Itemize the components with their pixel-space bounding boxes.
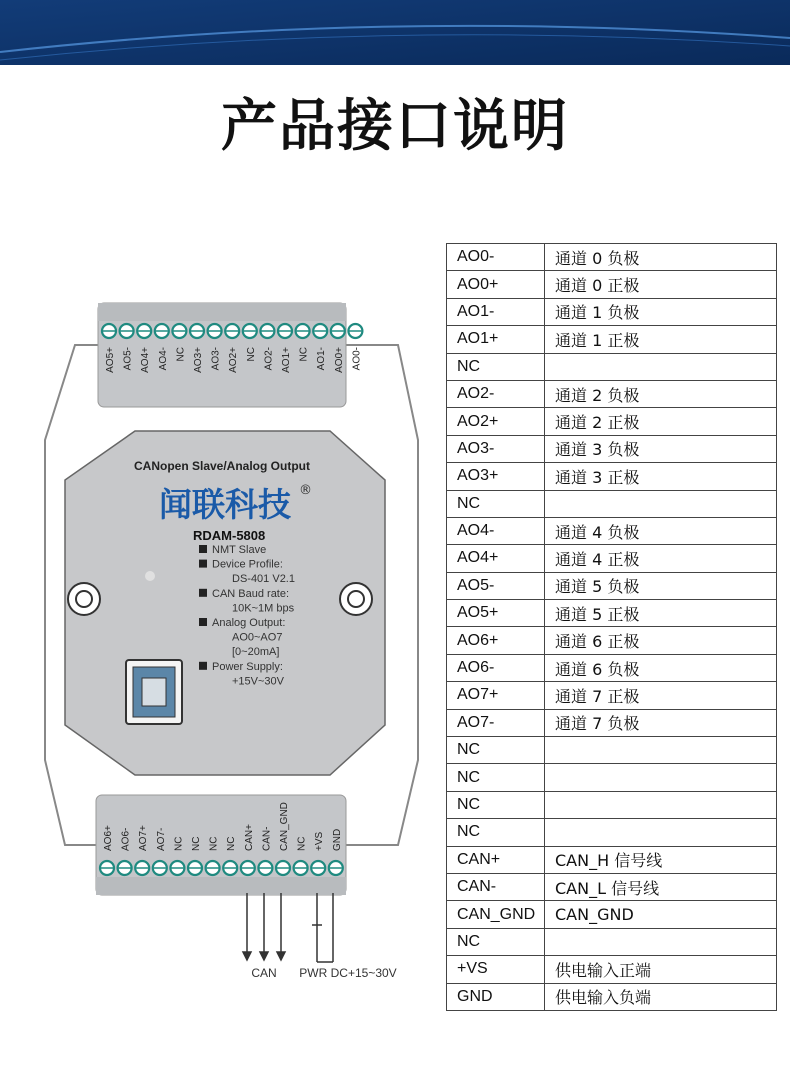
table-row xyxy=(447,572,777,599)
table-row xyxy=(447,435,777,462)
table-row xyxy=(447,463,777,490)
pin-description-cell: 通道 1 负极 xyxy=(545,298,777,325)
pin-description-table xyxy=(446,243,777,1011)
pin-label: AO2+ xyxy=(228,347,240,373)
pin-label: AO6+ xyxy=(103,825,114,851)
spec-text: DS-401 V2.1 xyxy=(232,573,295,586)
pin-description-cell xyxy=(545,928,777,955)
table-row xyxy=(447,353,777,380)
pin-label: NC xyxy=(175,347,187,362)
pin-description-cell xyxy=(545,764,777,791)
model-number: RDAM-5808 xyxy=(193,528,266,543)
pin-name-cell: AO6- xyxy=(447,654,545,681)
pin-description-cell: 通道 4 正极 xyxy=(545,545,777,572)
spec-text: Device Profile: xyxy=(212,558,283,571)
table-row xyxy=(447,545,777,572)
spec-text: [0~20mA] xyxy=(232,646,280,659)
pin-name-cell: AO0+ xyxy=(447,271,545,298)
spec-text: Analog Output: xyxy=(212,617,286,629)
table-row xyxy=(447,627,777,654)
pin-description-cell: 通道 7 负极 xyxy=(545,709,777,736)
pin-name-cell: +VS xyxy=(447,956,545,983)
pin-name-cell: NC xyxy=(447,764,545,791)
pin-label: AO3- xyxy=(210,347,222,371)
pin-name-cell: AO7+ xyxy=(447,682,545,709)
pin-name-cell: NC xyxy=(447,737,545,764)
pin-name-cell: AO4+ xyxy=(447,545,545,572)
pin-description-cell: 通道 5 正极 xyxy=(545,600,777,627)
pin-label: CAN_GND xyxy=(279,802,290,851)
pin-label: AO4- xyxy=(157,347,169,371)
pin-label: CAN+ xyxy=(243,824,255,851)
pin-name-cell: AO4- xyxy=(447,517,545,544)
pin-label: NC xyxy=(298,347,310,362)
pin-name-cell: AO3+ xyxy=(447,463,545,490)
pin-label: AO7+ xyxy=(138,825,150,851)
pin-label: CAN- xyxy=(261,826,273,851)
pin-description-cell: 通道 3 正极 xyxy=(545,463,777,490)
pin-label: GND xyxy=(331,828,343,851)
pin-description-cell: 供电输入正端 xyxy=(545,956,777,983)
pin-label: AO3+ xyxy=(193,347,204,373)
pin-name-cell: NC xyxy=(447,791,545,818)
can-wires xyxy=(243,893,285,960)
spec-text: 10K~1M bps xyxy=(232,602,295,615)
pin-name-cell: NC xyxy=(447,490,545,517)
pin-label: NC xyxy=(226,836,238,851)
pin-name-cell: AO7- xyxy=(447,709,545,736)
pin-name-cell: CAN+ xyxy=(447,846,545,873)
pin-description-cell: 通道 1 正极 xyxy=(545,326,777,353)
pin-description-cell: 通道 0 负极 xyxy=(545,244,777,271)
pin-label: NC xyxy=(173,836,185,851)
pin-label: AO5- xyxy=(122,347,134,371)
table-row xyxy=(447,517,777,544)
table-row xyxy=(447,791,777,818)
spec-bullet xyxy=(199,545,207,553)
device-diagram xyxy=(40,295,430,995)
table-row xyxy=(447,956,777,983)
pin-description-cell: CAN_H 信号线 xyxy=(545,846,777,873)
pin-label: AO0+ xyxy=(333,347,345,373)
pin-description-cell: CAN_L 信号线 xyxy=(545,873,777,900)
pin-name-cell: NC xyxy=(447,819,545,846)
table-row xyxy=(447,846,777,873)
pin-label: AO2- xyxy=(263,347,275,371)
pin-name-cell: AO5+ xyxy=(447,600,545,627)
pin-description-cell: 通道 3 负极 xyxy=(545,435,777,462)
table-row xyxy=(447,737,777,764)
table-row xyxy=(447,600,777,627)
table-row xyxy=(447,654,777,681)
pin-name-cell: CAN_GND xyxy=(447,901,545,928)
table-row xyxy=(447,928,777,955)
pin-label: AO5+ xyxy=(105,347,116,373)
table-row xyxy=(447,408,777,435)
power-label: PWR DC+15~30V xyxy=(299,966,397,980)
pin-description-cell: 通道 6 正极 xyxy=(545,627,777,654)
pin-label: AO7- xyxy=(155,827,167,851)
pin-name-cell: AO3- xyxy=(447,435,545,462)
spec-bullet xyxy=(199,618,207,626)
pin-name-cell: GND xyxy=(447,983,545,1010)
table-row xyxy=(447,901,777,928)
pin-description-cell xyxy=(545,737,777,764)
pin-label: NC xyxy=(208,836,220,851)
table-row xyxy=(447,983,777,1010)
pin-name-cell: AO0- xyxy=(447,244,545,271)
banner-graphic xyxy=(0,0,790,65)
table-row xyxy=(447,326,777,353)
spec-text: +15V~30V xyxy=(232,675,284,688)
spec-text: NMT Slave xyxy=(212,544,267,556)
table-row xyxy=(447,298,777,325)
can-label: CAN xyxy=(251,966,277,980)
pin-description-cell xyxy=(545,490,777,517)
pin-description-cell: 通道 2 正极 xyxy=(545,408,777,435)
table-row xyxy=(447,709,777,736)
pin-label: AO0- xyxy=(351,347,363,371)
spec-text: Power Supply: xyxy=(212,660,283,673)
table-row xyxy=(447,490,777,517)
pin-name-cell: AO2- xyxy=(447,380,545,407)
top-pin-labels xyxy=(105,347,362,373)
pin-description-cell: 通道 0 正极 xyxy=(545,271,777,298)
registered-mark: ® xyxy=(299,483,312,498)
pin-label: NC xyxy=(191,836,202,851)
table-row xyxy=(447,764,777,791)
table-row xyxy=(447,682,777,709)
right-mounting-hole xyxy=(340,583,372,615)
spec-bullet xyxy=(199,662,207,670)
pin-name-cell: AO1- xyxy=(447,298,545,325)
left-mounting-hole xyxy=(68,583,100,615)
spec-bullet xyxy=(199,589,207,597)
pin-label: AO1+ xyxy=(281,347,292,373)
pin-label: NC xyxy=(296,836,308,851)
front-panel xyxy=(65,431,385,775)
spec-bullet xyxy=(199,560,207,568)
pin-description-cell: 通道 2 负极 xyxy=(545,380,777,407)
device-subtitle: CANopen Slave/Analog Output xyxy=(133,459,311,473)
pin-label: AO6- xyxy=(120,827,132,851)
brand-logo: 闻联科技 xyxy=(159,485,291,524)
spec-text: CAN Baud rate: xyxy=(212,587,290,600)
pin-name-cell: AO6+ xyxy=(447,627,545,654)
pin-name-cell: CAN- xyxy=(447,873,545,900)
spec-text: AO0~AO7 xyxy=(232,631,283,644)
table-row xyxy=(447,244,777,271)
pin-name-cell: NC xyxy=(447,928,545,955)
pin-description-cell xyxy=(545,791,777,818)
pin-description-cell: CAN_GND xyxy=(545,901,777,928)
pin-name-cell: AO1+ xyxy=(447,326,545,353)
pin-description-cell: 通道 7 正极 xyxy=(545,682,777,709)
pin-description-cell xyxy=(545,353,777,380)
table-row xyxy=(447,819,777,846)
table-row xyxy=(447,873,777,900)
pin-description-cell: 通道 5 负极 xyxy=(545,572,777,599)
pin-description-cell: 供电输入负端 xyxy=(545,983,777,1010)
top-screw-terminals xyxy=(102,324,362,338)
pin-label: NC xyxy=(245,347,257,362)
pin-label: AO4+ xyxy=(140,347,152,373)
table-row xyxy=(447,271,777,298)
pin-name-cell: AO2+ xyxy=(447,408,545,435)
status-led xyxy=(145,571,155,581)
pin-name-cell: AO5- xyxy=(447,572,545,599)
page-title: 产品接口说明 xyxy=(221,94,569,159)
pin-description-cell: 通道 6 负极 xyxy=(545,654,777,681)
power-wires xyxy=(312,893,333,962)
table-row xyxy=(447,380,777,407)
pin-description-cell: 通道 4 负极 xyxy=(545,517,777,544)
pin-label: AO1- xyxy=(316,347,328,371)
pin-description-cell xyxy=(545,819,777,846)
header-banner xyxy=(0,0,790,65)
pin-name-cell: NC xyxy=(447,353,545,380)
pin-label: +VS xyxy=(314,831,326,851)
